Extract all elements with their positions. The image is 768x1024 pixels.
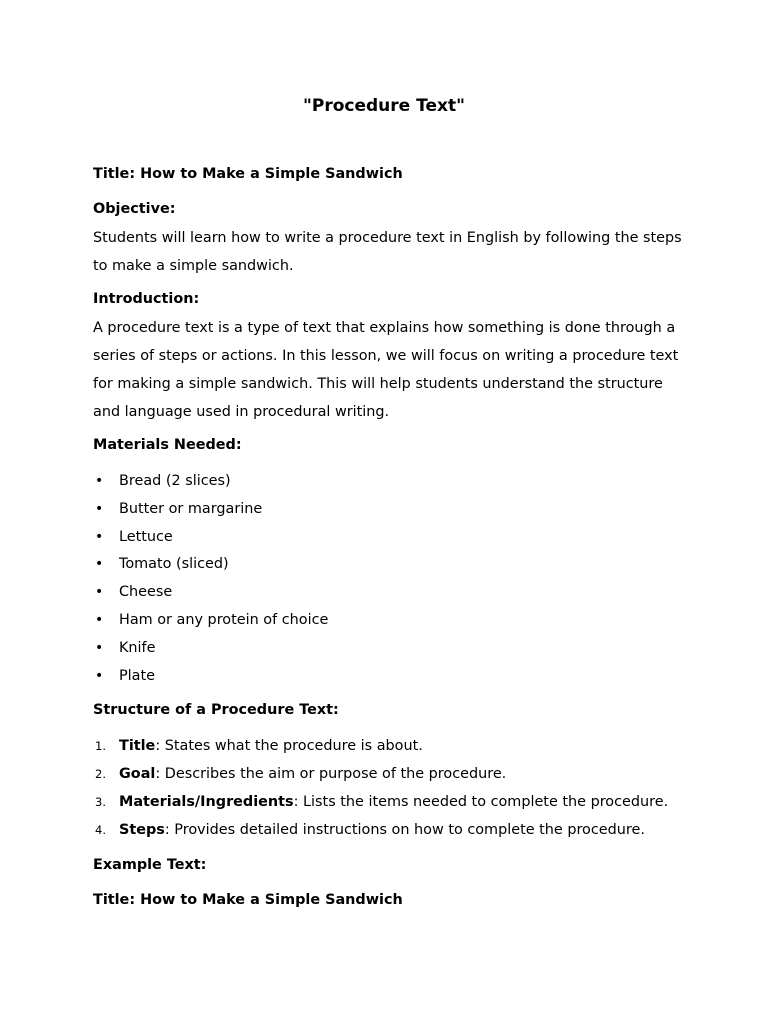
bullet-icon: •	[95, 473, 104, 489]
material-item: Bread (2 slices)	[119, 473, 231, 489]
list-item	[93, 468, 683, 496]
material-item: Plate	[119, 667, 155, 684]
list-item	[93, 733, 683, 761]
introduction-text: A procedure text is a type of text that explains how something is done through a series of steps or actions. In this lesson, we will focus on writing a procedure text for making a simple sandwich. This will help students understand the structure and language used in procedural writing.	[93, 320, 679, 420]
material-item: Lettuce	[119, 528, 173, 545]
list-item	[93, 635, 683, 663]
list-item	[93, 761, 683, 789]
bullet-icon: •	[95, 500, 104, 517]
materials-list	[93, 468, 683, 690]
structure-heading: Structure of a Procedure Text:	[93, 702, 339, 719]
document-content	[93, 162, 683, 923]
list-number: 2.	[95, 767, 106, 782]
lesson-title: Title: How to Make a Simple Sandwich	[93, 166, 403, 182]
materials-heading: Materials Needed:	[93, 437, 242, 453]
bullet-icon: •	[95, 584, 104, 601]
bullet-icon: •	[95, 528, 104, 545]
list-number: 3.	[95, 794, 106, 809]
material-item: Butter or margarine	[119, 500, 263, 517]
material-item: Cheese	[119, 584, 173, 601]
example-title: Title: How to Make a Simple Sandwich	[93, 891, 403, 908]
material-item: Ham or any protein of choice	[119, 611, 329, 628]
bullet-icon: •	[95, 556, 104, 573]
list-item	[93, 663, 683, 691]
structure-term: Title	[119, 738, 156, 755]
structure-list	[93, 733, 683, 844]
bullet-icon: •	[95, 667, 104, 684]
document-title: "Procedure Text"	[303, 96, 465, 116]
objective-heading: Objective:	[93, 201, 176, 217]
introduction-heading: Introduction:	[93, 291, 200, 307]
list-item	[93, 551, 683, 579]
list-number: 1.	[95, 739, 106, 754]
bullet-icon: •	[95, 639, 104, 656]
list-item	[93, 579, 683, 607]
list-item	[93, 817, 683, 845]
structure-term: Steps	[119, 821, 165, 838]
material-item: Knife	[119, 639, 156, 656]
structure-desc: : States what the procedure is about.	[155, 738, 423, 755]
objective-text: Students will learn how to write a procedure text in English by following the steps to make a simple sandwich.	[93, 230, 682, 274]
list-item	[93, 607, 683, 635]
example-heading: Example Text:	[93, 856, 207, 873]
list-number: 4.	[95, 822, 106, 837]
list-item	[93, 496, 683, 524]
bullet-icon: •	[95, 611, 104, 628]
structure-desc: : Lists the items needed to complete the procedure.	[293, 793, 669, 810]
structure-term: Materials/Ingredients	[119, 793, 294, 810]
list-item	[93, 524, 683, 552]
list-item	[93, 789, 683, 817]
structure-term: Goal	[119, 766, 156, 783]
structure-desc: : Provides detailed instructions on how to complete the procedure.	[164, 821, 645, 838]
material-item: Tomato (sliced)	[119, 556, 229, 573]
structure-desc: : Describes the aim or purpose of the procedure.	[155, 766, 507, 783]
